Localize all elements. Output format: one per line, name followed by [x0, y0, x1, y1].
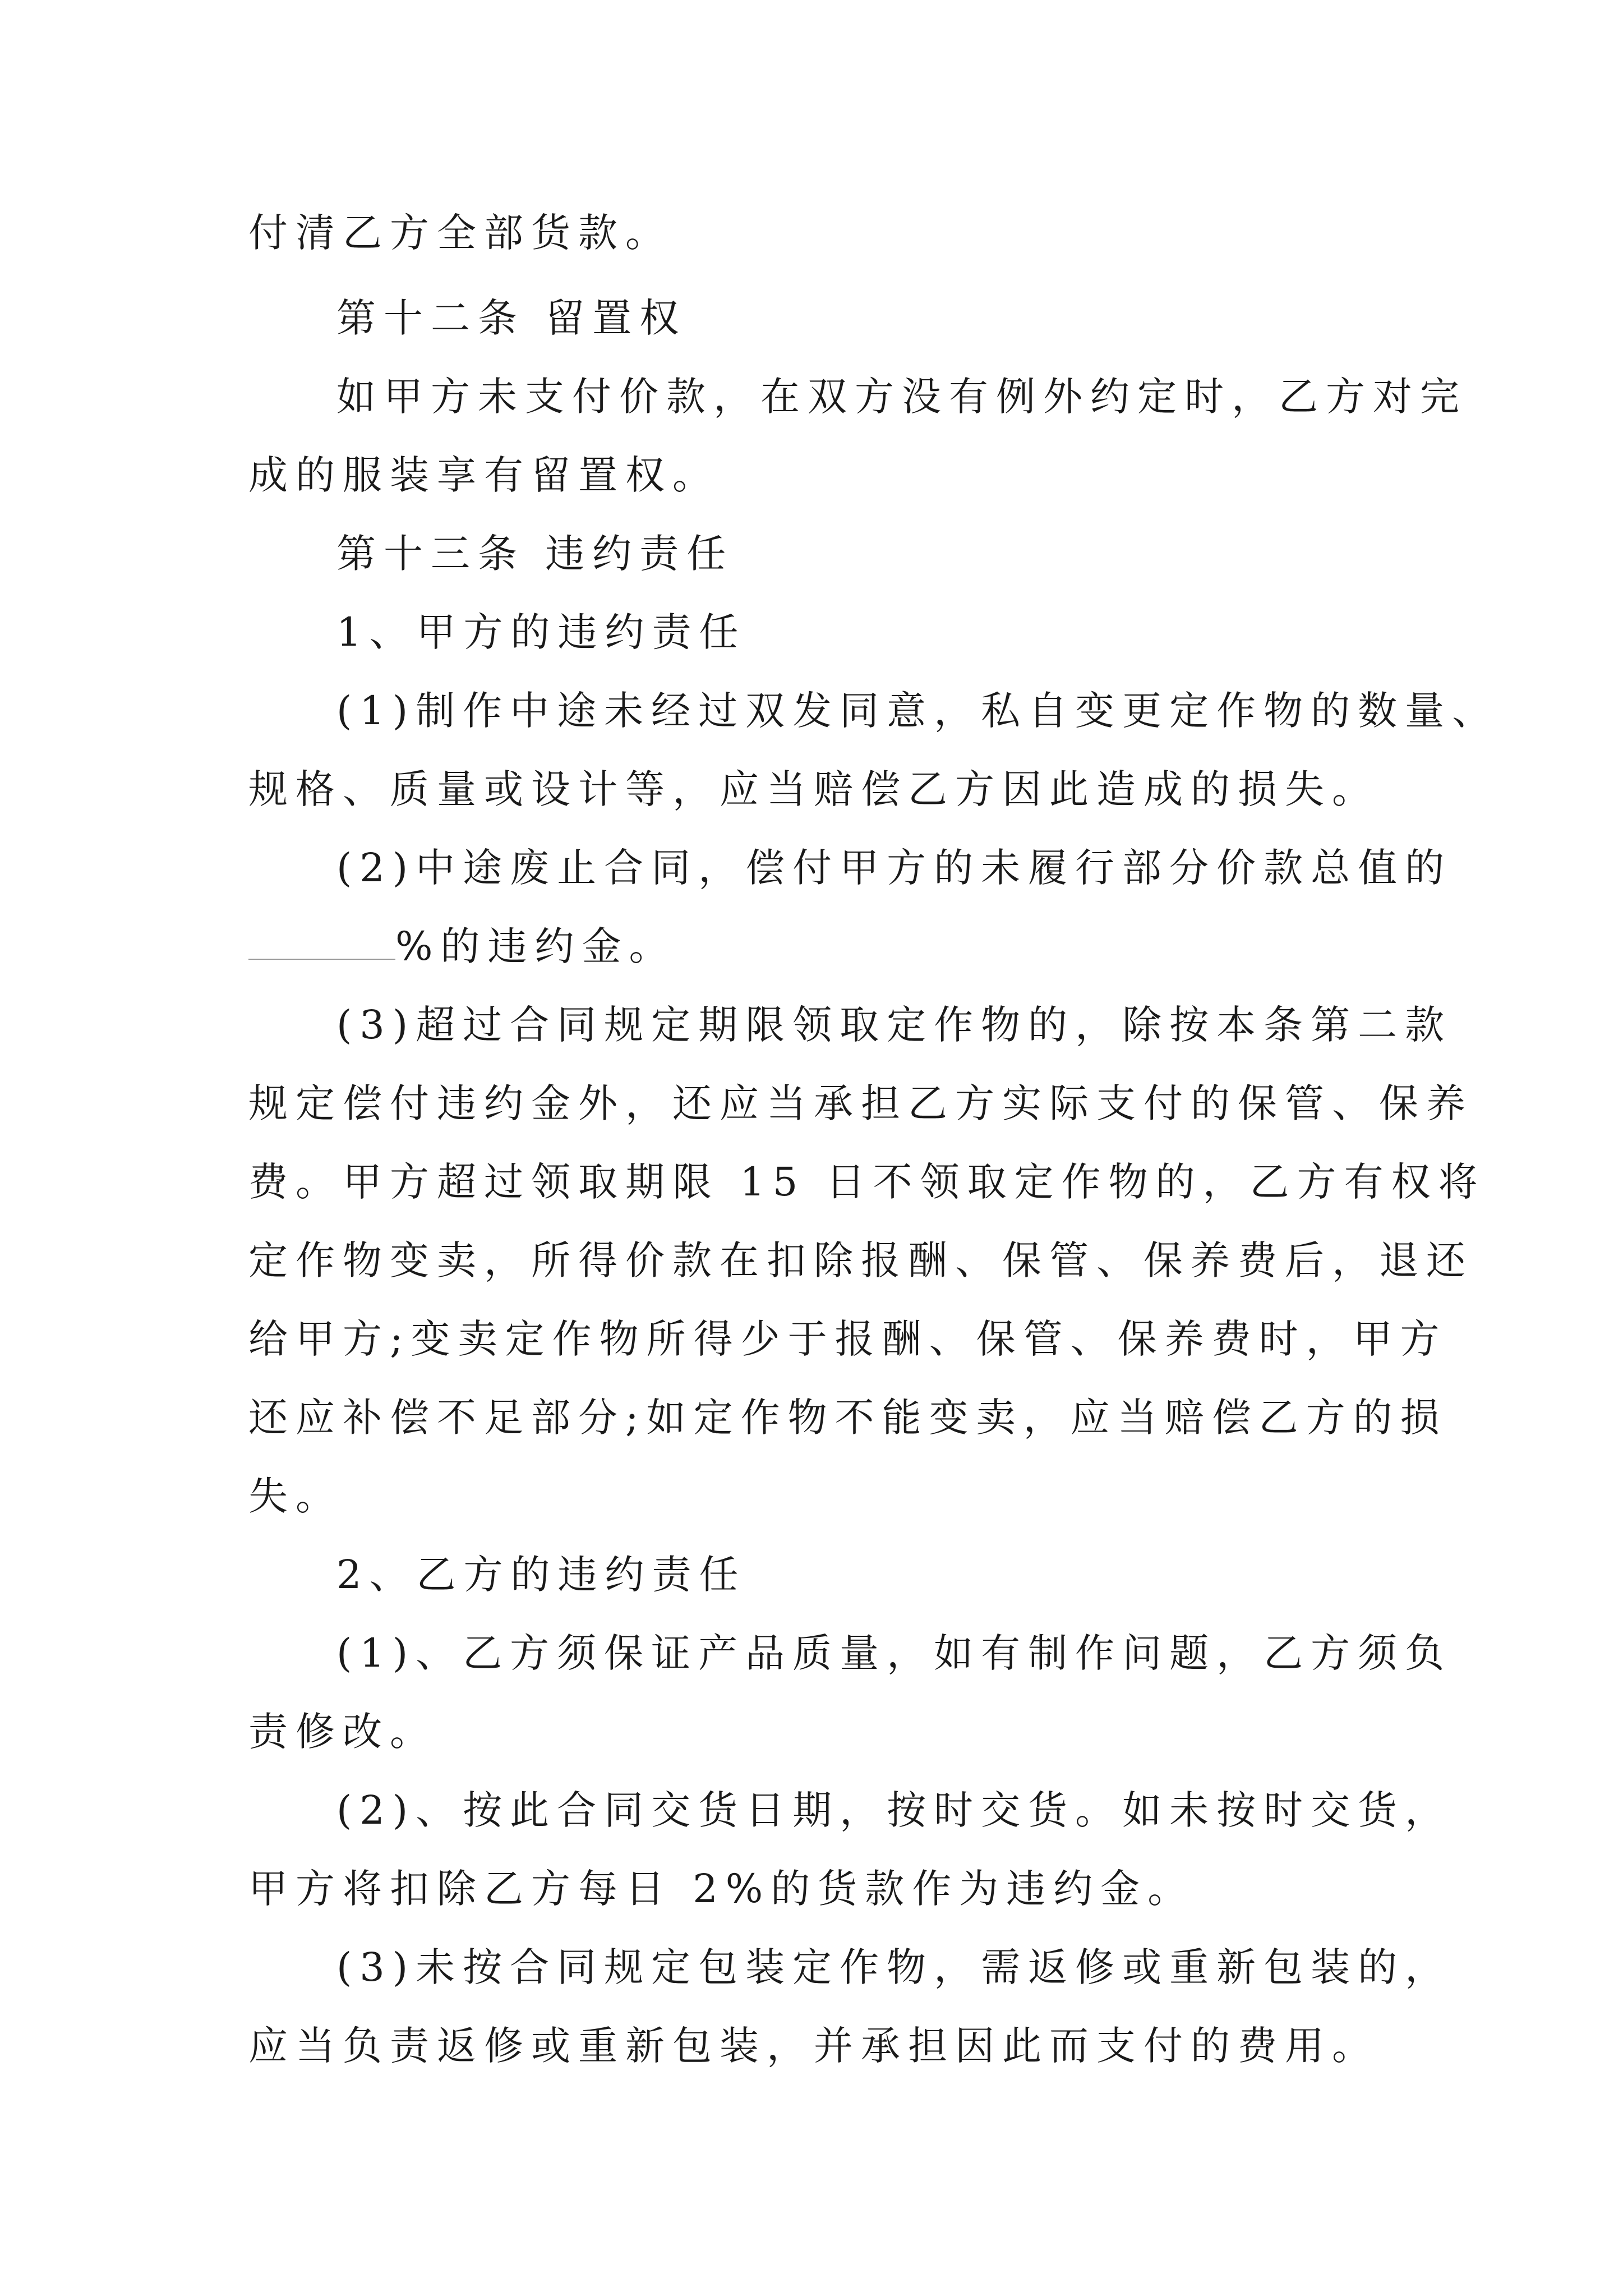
text-line: (1)制作中途未经过双发同意，私自变更定作物的数量、 — [336, 688, 1500, 734]
subsection-heading: 2、乙方的违约责任 — [336, 1552, 746, 1598]
text-line: 规定偿付违约金外，还应当承担乙方实际支付的保管、保养 — [248, 1080, 1473, 1126]
subsection-heading: 1、甲方的违约责任 — [336, 609, 746, 655]
text-line: (3)未按合同规定包装定作物，需返修或重新包装的， — [336, 1944, 1453, 1990]
text-line: 费。甲方超过领取期限 15 日不领取定作物的，乙方有权将 — [248, 1159, 1486, 1205]
section-heading: 第十二条 留置权 — [336, 295, 687, 341]
text-line: 失。 — [248, 1473, 343, 1519]
section-heading: 第十三条 违约责任 — [336, 531, 734, 577]
text-line: 应当负责返修或重新包装，并承担因此而支付的费用。 — [248, 2023, 1379, 2069]
text-line: (2)中途废止合同，偿付甲方的未履行部分价款总值的 — [336, 845, 1453, 891]
text-line: 责修改。 — [248, 1709, 437, 1755]
text-line: 如甲方未支付价款，在双方没有例外约定时，乙方对完 — [336, 374, 1467, 420]
text-line: (2)、按此合同交货日期，按时交货。如未按时交货， — [336, 1787, 1453, 1833]
text-line: 给甲方;变卖定作物所得少于报酬、保管、保养费时，甲方 — [248, 1316, 1447, 1362]
text-line: 定作物变卖，所得价款在扣除报酬、保管、保养费后，退还 — [248, 1237, 1473, 1283]
text-line: 还应补偿不足部分;如定作物不能变卖，应当赔偿乙方的损 — [248, 1395, 1447, 1441]
fill-in-blank — [248, 924, 395, 960]
text-line: 成的服装享有留置权。 — [248, 452, 720, 498]
text-fragment: %的违约金。 — [395, 923, 676, 969]
text-line: 付清乙方全部货款。 — [248, 210, 672, 256]
text-line: 规格、质量或设计等，应当赔偿乙方因此造成的损失。 — [248, 766, 1379, 812]
text-line: (3)超过合同规定期限领取定作物的，除按本条第二款 — [336, 1002, 1453, 1048]
text-line: (1)、乙方须保证产品质量，如有制作问题，乙方须负 — [336, 1630, 1453, 1676]
text-line-with-blank — [248, 918, 676, 974]
text-line: 甲方将扣除乙方每日 2%的货款作为违约金。 — [248, 1866, 1195, 1912]
